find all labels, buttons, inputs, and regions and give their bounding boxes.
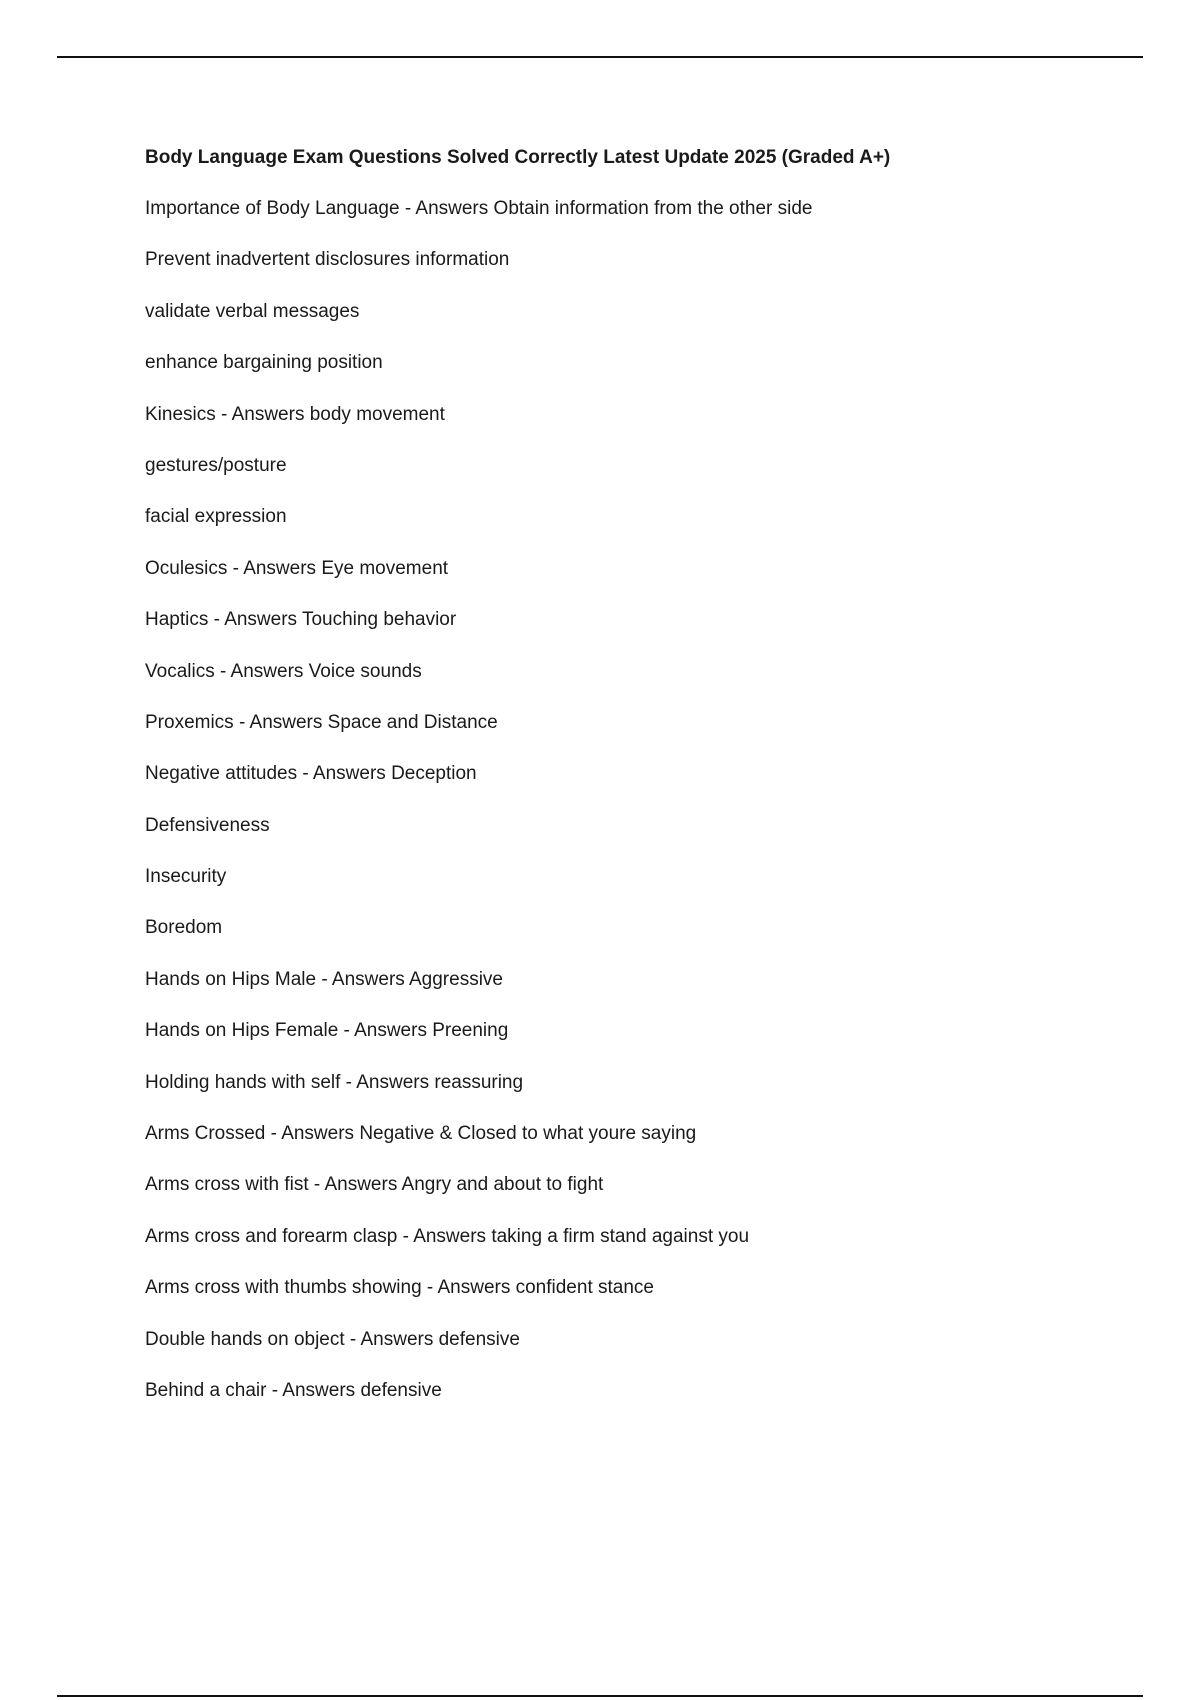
text-line: Double hands on object - Answers defensive bbox=[145, 1328, 520, 1350]
text-line: Kinesics - Answers body movement bbox=[145, 403, 445, 425]
footer-rule bbox=[57, 1695, 1143, 1697]
text-line: Holding hands with self - Answers reassuring bbox=[145, 1071, 524, 1093]
text-line: Importance of Body Language - Answers Obtain information from the other side bbox=[145, 198, 813, 219]
text-line: Insecurity bbox=[145, 866, 227, 888]
text-line: Arms cross with fist - Answers Angry and about to fight bbox=[145, 1174, 604, 1196]
qa-list bbox=[145, 191, 1105, 1409]
text-line: Behind a chair - Answers defensive bbox=[145, 1379, 442, 1401]
text-line: Hands on Hips Male - Answers Aggressive bbox=[145, 968, 503, 990]
text-line: Boredom bbox=[145, 917, 223, 939]
text-line: Prevent inadvertent disclosures information bbox=[145, 249, 510, 271]
document-body bbox=[145, 140, 1105, 1424]
text-line: Arms cross and forearm clasp - Answers taking a firm stand against you bbox=[145, 1225, 750, 1247]
header-rule bbox=[57, 56, 1143, 58]
text-line: Arms Crossed - Answers Negative & Closed to what youre saying bbox=[145, 1123, 697, 1145]
text-line: Haptics - Answers Touching behavior bbox=[145, 609, 457, 631]
document-title: Body Language Exam Questions Solved Correctly Latest Update 2025 (Graded A+) bbox=[145, 147, 891, 168]
text-line: Proxemics - Answers Space and Distance bbox=[145, 711, 498, 733]
text-line: Negative attitudes - Answers Deception bbox=[145, 763, 477, 785]
text-line: Hands on Hips Female - Answers Preening bbox=[145, 1020, 509, 1042]
text-line: facial expression bbox=[145, 506, 287, 528]
text-line: Oculesics - Answers Eye movement bbox=[145, 557, 449, 579]
text-line: Vocalics - Answers Voice sounds bbox=[145, 660, 422, 682]
text-line: enhance bargaining position bbox=[145, 352, 383, 374]
text-line: Arms cross with thumbs showing - Answers confident stance bbox=[145, 1277, 654, 1299]
text-line: gestures/posture bbox=[145, 454, 287, 476]
text-line: validate verbal messages bbox=[145, 300, 360, 322]
text-line: Defensiveness bbox=[145, 814, 270, 836]
